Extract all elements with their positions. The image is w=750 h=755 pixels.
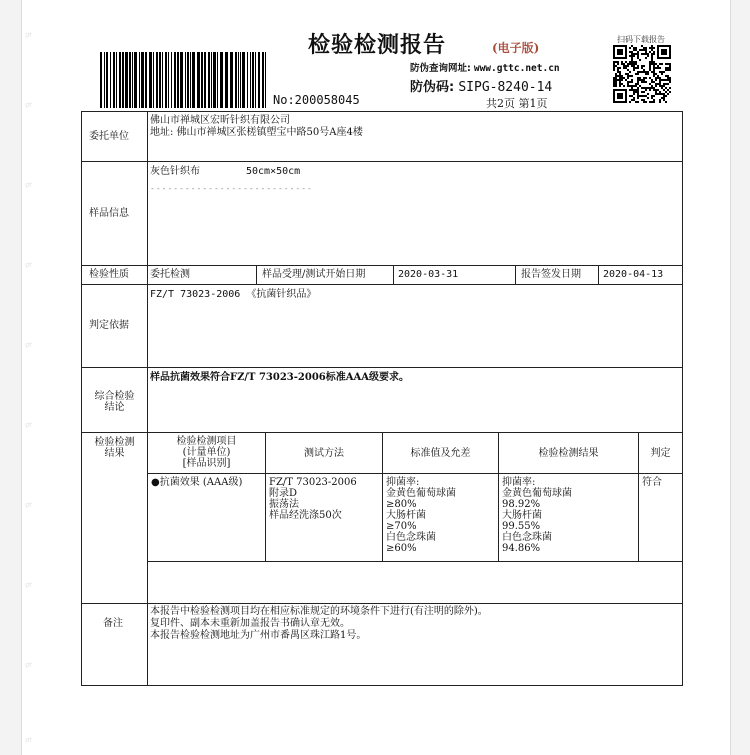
report-number: No:200058045 [273, 93, 360, 107]
header-item-line1: 检验检测项目 [176, 436, 237, 447]
watermark: ᵍᵗ [25, 420, 33, 433]
verify-url-row [410, 60, 560, 74]
edition-label: (电子版) [492, 41, 540, 55]
report-title: 检验检测报告 [308, 32, 447, 58]
basis-value: FZ/T 73023-2006 《抗菌针织品》 [150, 289, 317, 300]
standard-line: ≥70% [386, 521, 417, 532]
method-line: FZ/T 73023-2006 [269, 477, 357, 488]
remarks-line: 本报告检验检测地址为广州市番禺区珠江路1号。 [150, 630, 367, 641]
verify-url-label: 防伪查询网址: [410, 63, 471, 74]
anti-fake-code: SIPG-8240-14 [458, 80, 553, 95]
result-line: 白色念珠菌 [502, 532, 552, 543]
method-line: 振荡法 [269, 499, 299, 510]
inspection-type-value: 委托检测 [150, 269, 190, 280]
receive-date-label: 样品受理/测试开始日期 [262, 269, 366, 280]
method-line: 样品经洗涤50次 [269, 510, 342, 521]
standard-line: ≥60% [386, 543, 417, 554]
result-line: 金黄色葡萄球菌 [502, 488, 572, 499]
qr-code-icon[interactable] [613, 45, 671, 103]
result-item: ●抗菌效果 (AAA级) [151, 477, 243, 488]
header-item-line2: (计量单位) [182, 447, 231, 458]
conclusion-label-line2: 结论 [104, 402, 125, 413]
conclusion-value: 样品抗菌效果符合FZ/T 73023-2006标准AAA级要求。 [150, 372, 410, 383]
header-item-line3: [样品识别] [182, 458, 231, 469]
watermark: ᵍᵗ [25, 580, 33, 593]
header-judgement: 判定 [650, 448, 671, 459]
client-address: 地址: 佛山市禅城区张槎镇塱宝中路50号A座4楼 [150, 127, 363, 138]
client-label: 委托单位 [89, 131, 129, 142]
header-result: 检验检测结果 [538, 448, 599, 459]
conclusion-label-line1: 综合检验 [94, 391, 135, 402]
result-line: 大肠杆菌 [502, 510, 542, 521]
receive-date: 2020-03-31 [398, 269, 459, 280]
result-judgement: 符合 [642, 477, 662, 488]
remarks-line: 复印件、副本未重新加盖报告书确认章无效。 [150, 618, 350, 629]
page-info: 共2页 第1页 [486, 97, 548, 110]
results-label-line2: 结果 [104, 448, 125, 459]
qr-caption: 扫码下载报告 [617, 35, 665, 44]
result-line: 99.55% [502, 521, 541, 532]
results-label-line1: 检验检测 [94, 437, 135, 448]
barcode-icon [100, 52, 270, 108]
sample-size: 50cm×50cm [246, 166, 301, 177]
result-line: 抑菌率: [502, 477, 536, 488]
anti-fake-row [410, 76, 552, 95]
header-standard: 标准值及允差 [410, 448, 471, 459]
watermark: ᵍᵗ [25, 500, 33, 513]
issue-date-label: 报告签发日期 [521, 269, 581, 280]
verify-url-link[interactable]: www.gttc.net.cn [473, 63, 560, 74]
watermark: ᵍᵗ [25, 260, 33, 273]
header-method: 测试方法 [304, 448, 344, 459]
result-line: 94.86% [502, 543, 541, 554]
client-name: 佛山市禅城区宏昕针织有限公司 [150, 115, 290, 126]
watermark: ᵍᵗ [25, 180, 33, 193]
watermark: ᵍᵗ [25, 100, 33, 113]
remarks-line: 本报告中检验检测项目均在相应标准规定的环境条件下进行(有注明的除外)。 [150, 606, 488, 617]
remarks-label: 备注 [103, 618, 123, 629]
standard-line: 抑菌率: [386, 477, 420, 488]
standard-line: 大肠杆菌 [386, 510, 426, 521]
issue-date: 2020-04-13 [603, 269, 664, 280]
sample-name: 灰色针织布 [150, 166, 200, 177]
basis-label: 判定依据 [89, 320, 129, 331]
watermark: ᵍᵗ [25, 660, 33, 673]
result-line: 98.92% [502, 499, 541, 510]
inspection-type-label: 检验性质 [89, 269, 129, 280]
header-item [148, 436, 265, 469]
watermark: ᵍᵗ [25, 30, 33, 43]
standard-line: ≥80% [386, 499, 417, 510]
sample-divider: ---------------------------- [150, 184, 313, 193]
standard-line: 白色念珠菌 [386, 532, 436, 543]
results-label [82, 437, 147, 459]
conclusion-label [82, 391, 147, 413]
standard-line: 金黄色葡萄球菌 [386, 488, 456, 499]
sample-label: 样品信息 [89, 208, 129, 219]
method-line: 附录D [269, 488, 298, 499]
watermark: ᵍᵗ [25, 735, 33, 748]
watermark: ᵍᵗ [25, 340, 33, 353]
anti-fake-label: 防伪码: [410, 80, 455, 95]
